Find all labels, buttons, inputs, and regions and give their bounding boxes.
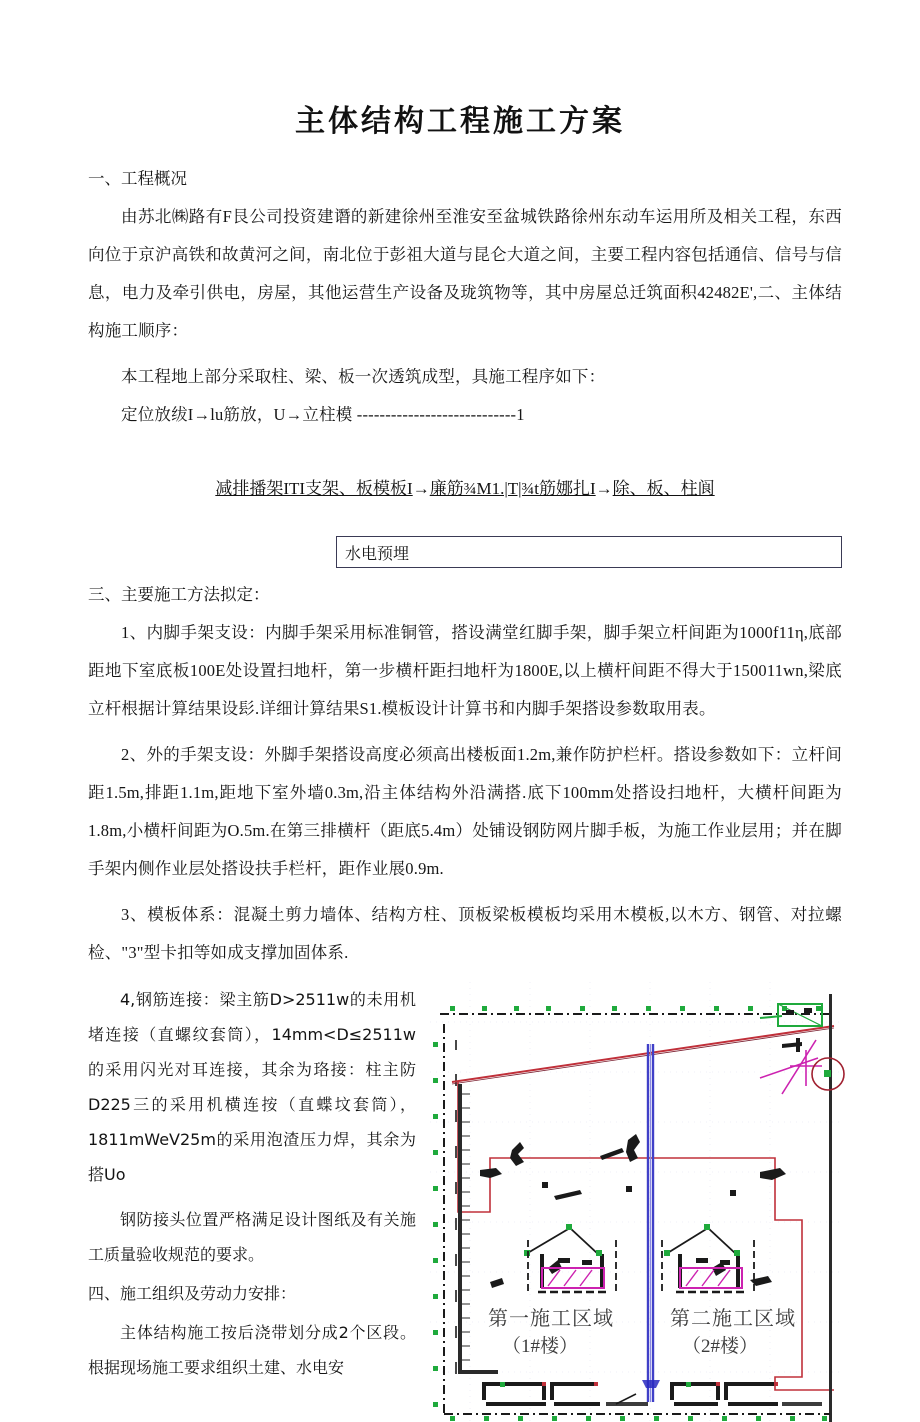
section-1-paragraph: 由苏北㈱路有F艮公司投资建谮的新建徐州至淮安至盆城铁路徐州东动车运用所及相关工程，东西向位于京沪高铁和故黄河之间，南北位于彭祖大道与昆仑大道之间，主要工程内容包括通信、信号与信息，电力及牵引供电，房屋，其他运营生产设备及珑筑物等，其中房屋总迁筑面积42482E',二、主体结构施工顺序： — [88, 207, 842, 340]
section-heading-4: 四、施工组织及劳动力安排： — [88, 1284, 297, 1303]
flow-arrow-2: → — [595, 479, 613, 498]
flow-step-2: 廉筋¾M1.|T|¾t筋娜扎I — [429, 479, 596, 498]
zone-2-sublabel: （2#楼） — [682, 1336, 759, 1357]
section-3-item-2: 2、外的手架支设：外脚手架搭设高度必须高出楼板面1.2m,兼作防护栏杆。搭设参数如下：立杆间距1.5m,排距1.1m,距地下室外墙0.3m,沿主体结构外沿满搭.底下100mm处搭设扫地杆，大横杆间距为1.8m,小横杆间距为O.5m.在第三排横杆（距底5.4m）处铺设钢防网片脚手板，为施工作业层用；并在脚手架内侧作业层处搭设扶手栏杆，距作业展0.9m. — [88, 745, 842, 878]
zone-1-sublabel: （1#楼） — [502, 1336, 579, 1357]
flow-arrow-1: → — [412, 479, 430, 498]
section-2-flow-inline: 定位放绂I→lu筋放，U→立柱模 ----------------------------1 — [121, 405, 525, 424]
document-body — [88, 160, 842, 1422]
section-3-item-3: 3、模板体系：混凝土剪力墙体、结构方柱、顶板梁板模板均采用木模板,以木方、钢管、对拉螺检、"3"型卡扣等如成支撑加固体系. — [88, 905, 842, 962]
spacer — [88, 568, 842, 576]
section-3-item-4: 4,钢筋连接：梁主筋D>2511w的未用机堵连接（直螺纹套筒），14mm<D≤2511w的采用闪光对耳连接，其余为珞接：柱主防D225三的采用机横连按（直蝶坟套筒），1811mWeV25m的采用泡渣压力焊，其余为搭Uo — [88, 990, 416, 1184]
figure-wrap-block — [88, 982, 842, 1385]
section-2-paragraph: 本工程地上部分采取柱、梁、板一次透筑成型，具施工程序如下： — [121, 367, 606, 386]
spacer — [88, 434, 842, 470]
spacer — [88, 728, 842, 736]
zone-2-label: 第二施工区域 — [670, 1308, 796, 1330]
embedded-box — [336, 536, 842, 568]
process-flow-line — [88, 470, 842, 508]
spacer — [88, 888, 842, 896]
construction-zone-plan-drawing — [430, 982, 842, 1422]
section-heading-3: 三、主要施工方法拟定： — [88, 585, 270, 604]
flow-step-3: 除、板、柱阆 — [612, 479, 715, 498]
section-4-paragraph: 主体结构施工按后浇带划分成2个区段。根据现场施工要求组织土建、水电安 — [88, 1323, 416, 1377]
embedded-box-label: 水电预埋 — [336, 536, 842, 568]
page-title: 主体结构工程施工方案 — [295, 105, 625, 138]
spacer — [88, 508, 842, 536]
section-3-item-4-tail: 钢防接头位置严格满足设计图纸及有关施工质量验收规范的要求。 — [88, 1210, 416, 1264]
section-heading-1: 一、工程概况 — [88, 169, 187, 188]
spacer — [88, 350, 842, 358]
zone-1-label: 第一施工区域 — [488, 1308, 614, 1330]
flow-step-1: 减排播架ITI支架、板模板I — [215, 479, 413, 498]
cad-plan-svg — [430, 982, 842, 1422]
section-3-item-1: 1、内脚手架支设：内脚手架采用标准铜管，搭设满堂红脚手架，脚手架立杆间距为1000f11η,底部距地下室底板100E处设置扫地杆，第一步横杆距扫地杆为1800E,以上横杆间距不得大于150011wn,梁底立杆根据计算结果设髟.详细计算结果S1.模板设计计算书和内脚手架搭设参数取用表。 — [88, 623, 842, 718]
spacer — [88, 972, 842, 982]
